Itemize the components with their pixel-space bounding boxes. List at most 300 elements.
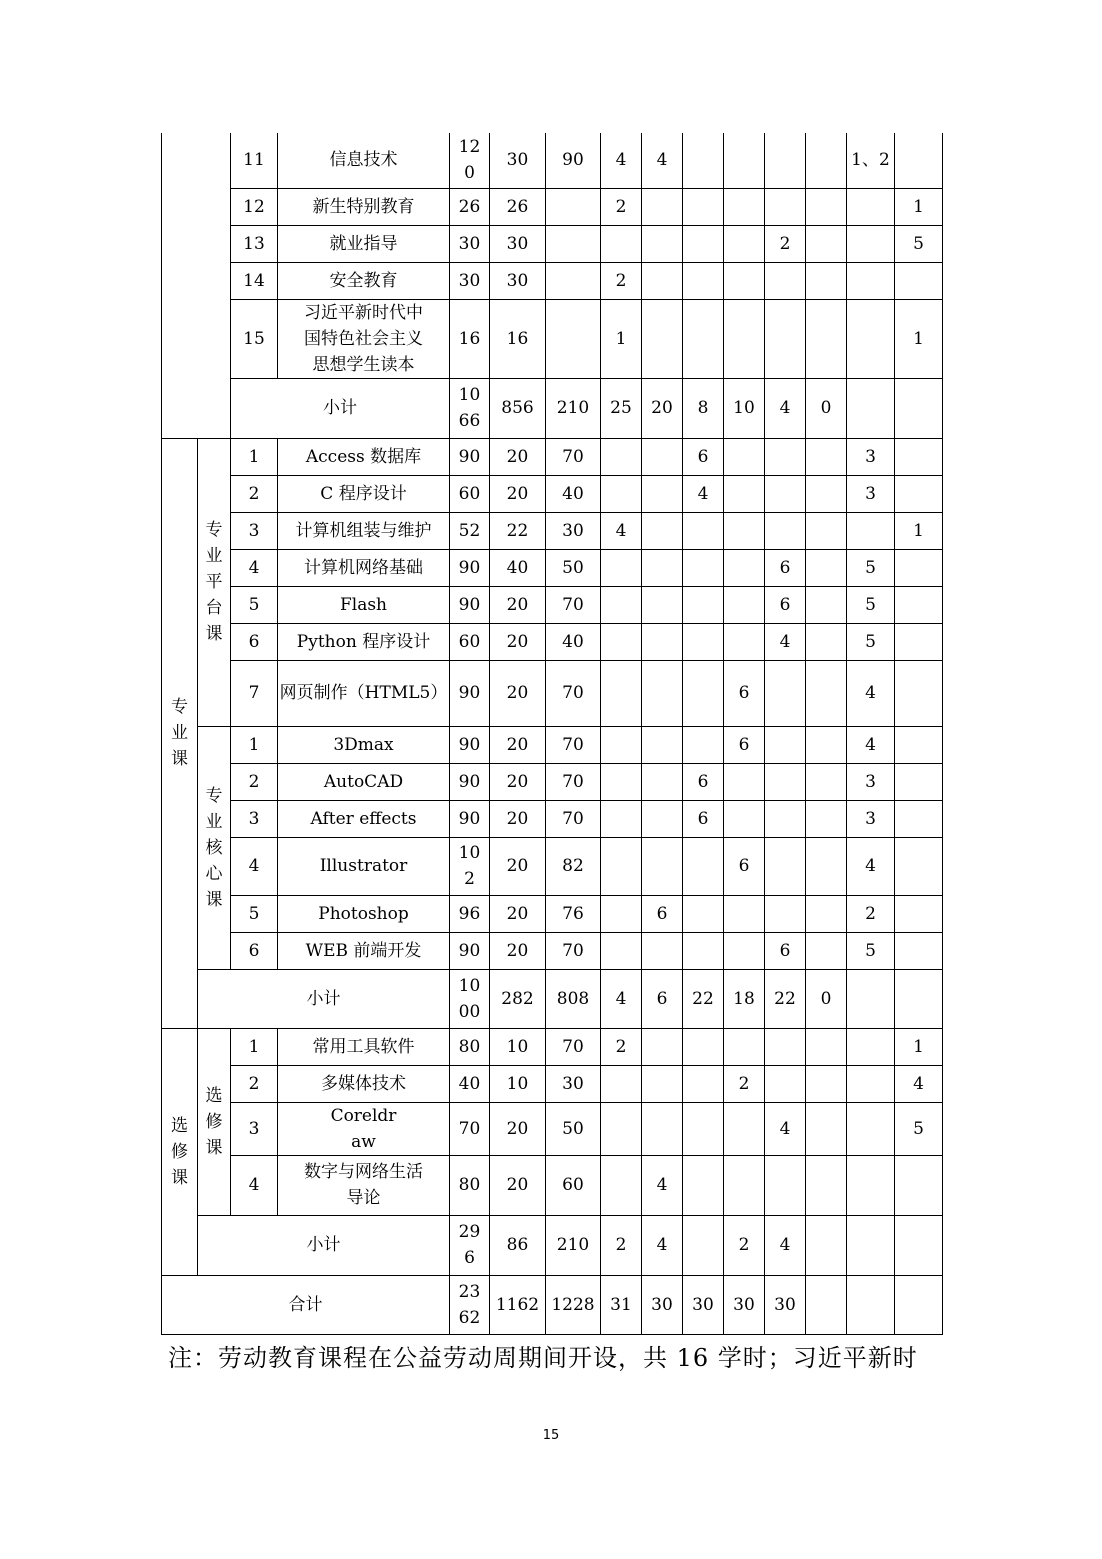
term3-cell	[683, 586, 724, 623]
total-hours-cell: 70	[450, 1102, 490, 1155]
exam-term-cell	[847, 299, 895, 378]
row-number-cell: 7	[231, 660, 278, 726]
term2-cell: 4	[642, 1215, 683, 1275]
term3-cell: 4	[683, 475, 724, 512]
practice-hours-cell: 70	[546, 763, 601, 800]
term4-cell	[724, 225, 765, 262]
total-hours-cell: 10 00	[450, 969, 490, 1028]
term5-cell	[765, 262, 806, 299]
term6-cell: 0	[806, 969, 847, 1028]
check-term-cell	[895, 623, 943, 660]
term5-cell: 4	[765, 1102, 806, 1155]
elective-subgroup-cell: 选 修 课	[198, 1028, 231, 1215]
total-hours-cell: 90	[450, 549, 490, 586]
table-row	[162, 969, 943, 1028]
check-term-cell	[895, 438, 943, 475]
total-hours-cell: 90	[450, 660, 490, 726]
total-hours-cell: 60	[450, 623, 490, 660]
theory-hours-cell: 20	[490, 800, 546, 837]
term1-cell: 2	[601, 262, 642, 299]
row-number-cell: 1	[231, 438, 278, 475]
course-name-cell: 习近平新时代中 国特色社会主义 思想学生读本	[278, 299, 450, 378]
term4-cell	[724, 763, 765, 800]
term4-cell	[724, 1155, 765, 1215]
term3-cell	[683, 1155, 724, 1215]
check-term-cell	[895, 262, 943, 299]
term5-cell	[765, 438, 806, 475]
term3-cell: 6	[683, 800, 724, 837]
theory-hours-cell: 40	[490, 549, 546, 586]
theory-hours-cell: 30	[490, 262, 546, 299]
term4-cell	[724, 549, 765, 586]
term6-cell	[806, 512, 847, 549]
practice-hours-cell: 30	[546, 1065, 601, 1102]
term2-cell	[642, 1102, 683, 1155]
course-name-cell: Python 程序设计	[278, 623, 450, 660]
row-number-cell: 14	[231, 262, 278, 299]
term2-cell: 4	[642, 1155, 683, 1215]
term4-cell: 30	[724, 1275, 765, 1334]
term6-cell	[806, 133, 847, 188]
exam-term-cell: 4	[847, 837, 895, 895]
total-hours-cell: 10 66	[450, 378, 490, 438]
term3-cell	[683, 1102, 724, 1155]
total-hours-cell: 80	[450, 1028, 490, 1065]
exam-term-cell	[847, 378, 895, 438]
row-number-cell: 11	[231, 133, 278, 188]
grand-total-label-cell: 合计	[162, 1275, 450, 1334]
exam-term-cell	[847, 225, 895, 262]
term2-cell: 6	[642, 969, 683, 1028]
term4-cell	[724, 438, 765, 475]
exam-term-cell	[847, 1215, 895, 1275]
term2-cell	[642, 475, 683, 512]
term5-cell	[765, 763, 806, 800]
theory-hours-cell: 20	[490, 1155, 546, 1215]
practice-hours-cell: 40	[546, 475, 601, 512]
term4-cell	[724, 623, 765, 660]
term6-cell	[806, 586, 847, 623]
total-hours-cell: 16	[450, 299, 490, 378]
term5-cell: 6	[765, 586, 806, 623]
total-hours-cell: 12 0	[450, 133, 490, 188]
theory-hours-cell: 16	[490, 299, 546, 378]
category-cell-continued	[162, 133, 231, 438]
term3-cell	[683, 895, 724, 932]
practice-hours-cell: 30	[546, 512, 601, 549]
term6-cell	[806, 1155, 847, 1215]
term3-cell	[683, 726, 724, 763]
term5-cell	[765, 299, 806, 378]
term5-cell	[765, 1028, 806, 1065]
term4-cell	[724, 475, 765, 512]
term1-cell: 2	[601, 1215, 642, 1275]
course-name-cell: AutoCAD	[278, 763, 450, 800]
term5-cell: 22	[765, 969, 806, 1028]
check-term-cell	[895, 1275, 943, 1334]
exam-term-cell	[847, 262, 895, 299]
term4-cell	[724, 895, 765, 932]
check-term-cell: 5	[895, 1102, 943, 1155]
check-term-cell: 4	[895, 1065, 943, 1102]
term3-cell: 30	[683, 1275, 724, 1334]
term4-cell	[724, 1028, 765, 1065]
row-number-cell: 13	[231, 225, 278, 262]
exam-term-cell	[847, 1028, 895, 1065]
term3-cell	[683, 1065, 724, 1102]
theory-hours-cell: 20	[490, 438, 546, 475]
course-name-cell: 3Dmax	[278, 726, 450, 763]
course-name-cell: 就业指导	[278, 225, 450, 262]
term5-cell	[765, 512, 806, 549]
term4-cell	[724, 1102, 765, 1155]
page-number: 15	[542, 1428, 560, 1443]
term4-cell	[724, 262, 765, 299]
total-hours-cell: 30	[450, 262, 490, 299]
total-hours-cell: 23 62	[450, 1275, 490, 1334]
term4-cell	[724, 586, 765, 623]
theory-hours-cell: 282	[490, 969, 546, 1028]
term1-cell: 4	[601, 512, 642, 549]
term6-cell	[806, 438, 847, 475]
total-hours-cell: 90	[450, 800, 490, 837]
practice-hours-cell: 1228	[546, 1275, 601, 1334]
theory-hours-cell: 20	[490, 837, 546, 895]
table-row	[162, 299, 943, 378]
term5-cell	[765, 660, 806, 726]
subtotal-label-cell: 小计	[198, 1215, 450, 1275]
term3-cell	[683, 623, 724, 660]
practice-hours-cell: 50	[546, 1102, 601, 1155]
row-number-cell: 4	[231, 837, 278, 895]
course-name-cell: 计算机网络基础	[278, 549, 450, 586]
check-term-cell	[895, 895, 943, 932]
theory-hours-cell: 20	[490, 726, 546, 763]
term4-cell	[724, 512, 765, 549]
term3-cell	[683, 299, 724, 378]
term5-cell	[765, 726, 806, 763]
term4-cell: 2	[724, 1065, 765, 1102]
term2-cell	[642, 932, 683, 969]
term1-cell	[601, 1155, 642, 1215]
term3-cell: 22	[683, 969, 724, 1028]
check-term-cell	[895, 800, 943, 837]
subtotal-label-cell: 小计	[198, 969, 450, 1028]
exam-term-cell: 3	[847, 438, 895, 475]
term2-cell	[642, 1028, 683, 1065]
theory-hours-cell: 10	[490, 1065, 546, 1102]
term6-cell	[806, 763, 847, 800]
exam-term-cell: 4	[847, 726, 895, 763]
term3-cell	[683, 660, 724, 726]
table-row	[162, 1102, 943, 1155]
course-name-cell: 新生特别教育	[278, 188, 450, 225]
exam-term-cell	[847, 512, 895, 549]
table-row	[162, 262, 943, 299]
term2-cell	[642, 837, 683, 895]
term4-cell: 2	[724, 1215, 765, 1275]
term3-cell	[683, 1215, 724, 1275]
check-term-cell	[895, 763, 943, 800]
theory-hours-cell: 20	[490, 586, 546, 623]
check-term-cell: 1	[895, 512, 943, 549]
term2-cell	[642, 1065, 683, 1102]
footnote: 注：劳动教育课程在公益劳动周期间开设，共 16 学时；习近平新时	[168, 1344, 918, 1372]
practice-hours-cell	[546, 225, 601, 262]
practice-hours-cell: 82	[546, 837, 601, 895]
check-term-cell	[895, 475, 943, 512]
theory-hours-cell: 26	[490, 188, 546, 225]
exam-term-cell: 2	[847, 895, 895, 932]
row-number-cell: 3	[231, 800, 278, 837]
exam-term-cell: 5	[847, 623, 895, 660]
table-row	[162, 1028, 943, 1065]
theory-hours-cell: 20	[490, 763, 546, 800]
curriculum-table	[161, 133, 943, 1335]
theory-hours-cell: 22	[490, 512, 546, 549]
term6-cell	[806, 549, 847, 586]
practice-hours-cell: 70	[546, 726, 601, 763]
theory-hours-cell: 856	[490, 378, 546, 438]
course-name-cell: Photoshop	[278, 895, 450, 932]
exam-term-cell: 4	[847, 660, 895, 726]
term5-cell	[765, 895, 806, 932]
term1-cell	[601, 837, 642, 895]
term1-cell: 25	[601, 378, 642, 438]
total-hours-cell: 30	[450, 225, 490, 262]
course-name-cell: After effects	[278, 800, 450, 837]
term5-cell: 4	[765, 1215, 806, 1275]
term2-cell	[642, 660, 683, 726]
term2-cell	[642, 763, 683, 800]
row-number-cell: 2	[231, 1065, 278, 1102]
term1-cell	[601, 438, 642, 475]
platform-course-group-cell: 专 业 平 台 课	[198, 438, 231, 726]
practice-hours-cell: 60	[546, 1155, 601, 1215]
term3-cell	[683, 225, 724, 262]
term6-cell	[806, 660, 847, 726]
total-hours-cell: 52	[450, 512, 490, 549]
table-row	[162, 1215, 943, 1275]
total-hours-cell: 40	[450, 1065, 490, 1102]
row-number-cell: 4	[231, 549, 278, 586]
term2-cell: 20	[642, 378, 683, 438]
table-row	[162, 586, 943, 623]
total-hours-cell: 10 2	[450, 837, 490, 895]
term2-cell	[642, 726, 683, 763]
term2-cell: 4	[642, 133, 683, 188]
check-term-cell	[895, 133, 943, 188]
term6-cell	[806, 1028, 847, 1065]
practice-hours-cell: 90	[546, 133, 601, 188]
term1-cell: 4	[601, 133, 642, 188]
term4-cell: 10	[724, 378, 765, 438]
row-number-cell: 2	[231, 475, 278, 512]
total-hours-cell: 90	[450, 726, 490, 763]
term6-cell	[806, 262, 847, 299]
exam-term-cell: 5	[847, 932, 895, 969]
term2-cell	[642, 262, 683, 299]
term2-cell	[642, 438, 683, 475]
row-number-cell: 15	[231, 299, 278, 378]
check-term-cell	[895, 932, 943, 969]
term3-cell	[683, 262, 724, 299]
table-row	[162, 225, 943, 262]
term4-cell: 6	[724, 726, 765, 763]
row-number-cell: 3	[231, 512, 278, 549]
total-hours-cell: 60	[450, 475, 490, 512]
term1-cell: 2	[601, 188, 642, 225]
total-hours-cell: 90	[450, 763, 490, 800]
check-term-cell	[895, 969, 943, 1028]
term6-cell	[806, 837, 847, 895]
practice-hours-cell: 50	[546, 549, 601, 586]
table-row	[162, 623, 943, 660]
exam-term-cell: 5	[847, 549, 895, 586]
term1-cell	[601, 475, 642, 512]
term5-cell	[765, 133, 806, 188]
term1-cell	[601, 895, 642, 932]
total-hours-cell: 29 6	[450, 1215, 490, 1275]
table-row	[162, 188, 943, 225]
practice-hours-cell: 70	[546, 800, 601, 837]
term6-cell	[806, 726, 847, 763]
term6-cell	[806, 895, 847, 932]
row-number-cell: 1	[231, 726, 278, 763]
term5-cell: 6	[765, 549, 806, 586]
table-row	[162, 512, 943, 549]
course-name-cell: Coreldr aw	[278, 1102, 450, 1155]
table-row	[162, 378, 943, 438]
total-hours-cell: 80	[450, 1155, 490, 1215]
practice-hours-cell: 70	[546, 1028, 601, 1065]
check-term-cell	[895, 1155, 943, 1215]
term3-cell	[683, 932, 724, 969]
course-name-cell: Flash	[278, 586, 450, 623]
term1-cell	[601, 586, 642, 623]
theory-hours-cell: 20	[490, 895, 546, 932]
check-term-cell	[895, 1215, 943, 1275]
term4-cell	[724, 932, 765, 969]
theory-hours-cell: 20	[490, 475, 546, 512]
row-number-cell: 5	[231, 895, 278, 932]
term1-cell	[601, 800, 642, 837]
term5-cell: 4	[765, 623, 806, 660]
elective-course-group-cell: 选 修 课	[162, 1028, 198, 1275]
table-row	[162, 1275, 943, 1334]
exam-term-cell: 3	[847, 800, 895, 837]
row-number-cell: 2	[231, 763, 278, 800]
term5-cell	[765, 475, 806, 512]
practice-hours-cell	[546, 299, 601, 378]
theory-hours-cell: 1162	[490, 1275, 546, 1334]
check-term-cell	[895, 586, 943, 623]
term5-cell	[765, 1155, 806, 1215]
exam-term-cell: 3	[847, 763, 895, 800]
table-row	[162, 895, 943, 932]
total-hours-cell: 90	[450, 586, 490, 623]
term2-cell	[642, 586, 683, 623]
exam-term-cell: 3	[847, 475, 895, 512]
total-hours-cell: 90	[450, 438, 490, 475]
course-name-cell: Illustrator	[278, 837, 450, 895]
term6-cell	[806, 800, 847, 837]
exam-term-cell	[847, 1155, 895, 1215]
term2-cell: 30	[642, 1275, 683, 1334]
course-name-cell: C 程序设计	[278, 475, 450, 512]
core-course-group-cell: 专 业 核 心 课	[198, 726, 231, 969]
subtotal-label-cell: 小计	[231, 378, 450, 438]
term1-cell: 1	[601, 299, 642, 378]
practice-hours-cell: 70	[546, 932, 601, 969]
table-row	[162, 660, 943, 726]
practice-hours-cell: 40	[546, 623, 601, 660]
term3-cell	[683, 837, 724, 895]
term6-cell	[806, 188, 847, 225]
term5-cell: 4	[765, 378, 806, 438]
table-row	[162, 800, 943, 837]
term1-cell	[601, 1065, 642, 1102]
term3-cell	[683, 549, 724, 586]
check-term-cell: 1	[895, 188, 943, 225]
term2-cell	[642, 512, 683, 549]
term5-cell: 30	[765, 1275, 806, 1334]
table-row	[162, 1065, 943, 1102]
term5-cell	[765, 800, 806, 837]
practice-hours-cell: 210	[546, 1215, 601, 1275]
course-name-cell: 常用工具软件	[278, 1028, 450, 1065]
check-term-cell: 1	[895, 299, 943, 378]
term1-cell	[601, 225, 642, 262]
term1-cell	[601, 763, 642, 800]
exam-term-cell	[847, 969, 895, 1028]
term2-cell	[642, 549, 683, 586]
term6-cell	[806, 1102, 847, 1155]
term1-cell: 31	[601, 1275, 642, 1334]
row-number-cell: 3	[231, 1102, 278, 1155]
total-hours-cell: 90	[450, 932, 490, 969]
row-number-cell: 5	[231, 586, 278, 623]
term1-cell	[601, 726, 642, 763]
exam-term-cell: 5	[847, 586, 895, 623]
term6-cell	[806, 225, 847, 262]
term4-cell	[724, 299, 765, 378]
term4-cell	[724, 800, 765, 837]
row-number-cell: 12	[231, 188, 278, 225]
theory-hours-cell: 30	[490, 225, 546, 262]
check-term-cell	[895, 837, 943, 895]
term5-cell	[765, 837, 806, 895]
practice-hours-cell: 808	[546, 969, 601, 1028]
course-name-cell: 数字与网络生活 导论	[278, 1155, 450, 1215]
term3-cell	[683, 133, 724, 188]
term1-cell	[601, 932, 642, 969]
term2-cell	[642, 188, 683, 225]
term3-cell: 6	[683, 438, 724, 475]
term1-cell: 2	[601, 1028, 642, 1065]
term6-cell	[806, 299, 847, 378]
term1-cell: 4	[601, 969, 642, 1028]
term6-cell: 0	[806, 378, 847, 438]
row-number-cell: 6	[231, 623, 278, 660]
term2-cell	[642, 225, 683, 262]
term4-cell: 18	[724, 969, 765, 1028]
term5-cell: 6	[765, 932, 806, 969]
term3-cell: 6	[683, 763, 724, 800]
check-term-cell	[895, 726, 943, 763]
check-term-cell: 1	[895, 1028, 943, 1065]
course-name-cell: Access 数据库	[278, 438, 450, 475]
